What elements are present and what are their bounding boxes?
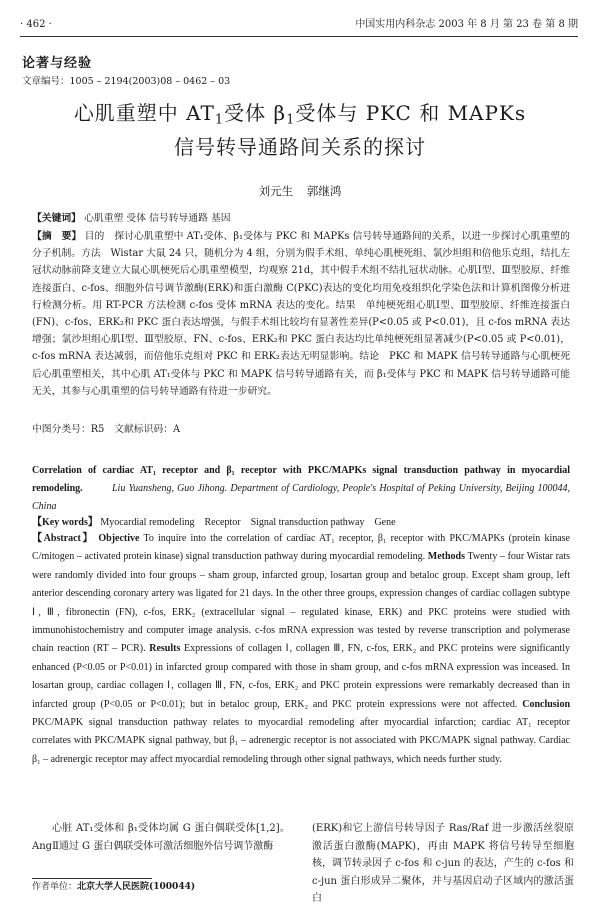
journal-info: 中国实用内科杂志 2003 年 8 月 第 23 卷 第 8 期 bbox=[355, 19, 578, 30]
section-heading: 论著与经验 bbox=[22, 56, 93, 71]
classification: 中图分类号：R5 文献标识码：A bbox=[32, 424, 181, 435]
article-number: 文章编号：1005 – 2194(2003)08 – 0462 – 03 bbox=[22, 76, 231, 87]
english-title: Correlation of cardiac AT₁ receptor and β₁ receptor with PKC/MAPKs signal transduction pathway in myocardial remodeling. bbox=[32, 465, 570, 494]
article-title-line2: 信号转导通路间关系的探讨 bbox=[174, 135, 426, 159]
results-text: Expressions of collagen Ⅰ, collagen Ⅲ, FN, c-fos, ERK₂ and PKC proteins were significantly enhanced (P<0.05 or P<0.01) in infarcted group compared with those in sham group, and c-fos mRNA expression was inceased. In losartan group, cardiac collagen Ⅰ, collagen Ⅲ, FN, c-fos, ERK₂ and PKC protein expressions were remarkably decreased than in infarcted group (P<0.05 or P<0.01); but in betaloc group, ERK₂ and PKC protein expressions were not affected. bbox=[32, 643, 571, 710]
zh-abstract bbox=[32, 228, 570, 400]
zh-keywords-label: 【关键词】 bbox=[32, 213, 81, 224]
methods-text: Twenty – four Wistar rats were randomly divided into four groups – sham group, infarcted group, losartan group and betaloc group. Except sham group, left anterior descending coronary artery was ligated for 21 days. In the other three groups, expression changes of cardiac collagen subtype Ⅰ, Ⅲ, fibronectin (FN), c-fos, ERK₂ (extracellular signal – regulated kinase, ERK) and PKC proteins were studied with immunohistochemistry and computer image analysis. c-fos mRNA expression was tested by reverse transcription and polymerase chain reaction (RT – PCR). bbox=[32, 551, 571, 655]
conclusion-label: Conclusion bbox=[522, 698, 571, 710]
conclusion-text: PKC/MAPK signal transduction pathway relates to myocardial remodeling after myocardial infarction; cardiac AT₁ receptor correlates with PKC/MAPK signal pathway, but β₁ – adrenergic receptor is not associated with PKC/MAPK signal pathway. Cardiac β₁ – adrenergic receptor may affect myocardial remodeling through other signal pathways, which needs further study. bbox=[32, 717, 570, 765]
zh-abstract-text: 目的 探讨心肌重塑中 AT₁受体、β₁受体与 PKC 和 MAPKs 信号转导通路间的关系，以进一步探讨心肌重塑的分子机制。方法 Wistar 大鼠 24 只，随机分为 4 组，分别为假手术组、单纯心肌梗死组、氯沙坦组和倍他乐克组，结扎左冠状动脉前降支建立大鼠心肌梗死后心肌重塑模型，均观察 21d，其中假手术组不结扎冠状动脉。心肌Ⅰ型、Ⅲ型胶原、纤维连接蛋白、c-fos、细胞外信号调节激酶(ERK)和蛋白激酶 C(PKC)表达的变化均用免疫组织化学染色法和计算机图像分析进行检测分析。用 RT-PCR 方法检测 c-fos 受体 mRNA 表达的变化。结果 单纯梗死组心肌Ⅰ型、Ⅲ型胶原、纤维连接蛋白(FN)、c-fos、ERK₂和 PKC 蛋白表达增强，与假手术组比较均有显著性差异(P<0.05 或 P<0.01)，且 c-fos mRNA 表达增强；氯沙坦组心肌Ⅰ型、Ⅲ型胶原、FN、c-fos、ERK₂和 PKC 蛋白表达均比单纯梗死组显著减少(P<0.05 或 P<0.01)，c-fos mRNA 表达减弱，而倍他乐克组对 PKC 和 ERK₂表达无明显影响。结论 PKC 和 MAPK 信号转导通路与心肌梗死后心肌重塑相关，其中心肌 AT₁受体与 PKC 和 MAPK 信号转导通路有关，而 β₁受体与 PKC 和 MAPK 信号转导通路可能无关，其参与心肌重塑的信号转导通路有待进一步研究。 bbox=[32, 231, 570, 397]
article-title-line1: 心肌重塑中 $AT_1$受体 $\beta_1$受体与 PKC 和 MAPKs bbox=[73, 101, 527, 128]
english-department: Department of Cardiology, People's Hospital of Peking University, Beijing 100044, China bbox=[32, 483, 570, 512]
body-column-left: 心脏 AT₁受体和 β₁受体均属 G 蛋白偶联受体[1,2]。AngⅡ通过 G 蛋白偶联受体可激活细胞外信号调节激酶 bbox=[32, 823, 290, 852]
footnote-rule bbox=[32, 878, 152, 879]
english-authors: Liu Yuansheng, Guo Jihong. bbox=[112, 483, 228, 494]
author-affiliation-footnote bbox=[32, 880, 195, 894]
zh-keywords bbox=[32, 210, 570, 227]
footnote-text: 北京大学人民医院(100044) bbox=[77, 882, 196, 892]
running-header bbox=[20, 18, 578, 32]
body-column-right: (ERK)和它上游信号转导因子 Ras/Raf 进一步激活丝裂原激活蛋白激酶(MAPK)，再由 MAPK 将信号转导至细胞核，调节转录因子 c-fos 和 c-jun 的表达，产生的 c-fos 和 c-jun 蛋白形成异二聚体，并与基因启动子区域内的激活蛋白 bbox=[312, 823, 574, 904]
english-abstract bbox=[32, 530, 570, 769]
methods-label: Methods bbox=[427, 551, 466, 563]
zh-abstract-label: 【摘 要】 bbox=[32, 231, 82, 242]
objective-label: Objective bbox=[98, 533, 140, 544]
footnote-label: 作者单位： bbox=[32, 882, 78, 892]
objective-text: To inquire into the correlation of cardiac AT₁ receptor, β₁ receptor with PKC/MAPKs (protein kinase C/mitogen – activated protein kinase) signal transduction pathway during myocardial remodeling. bbox=[32, 533, 570, 563]
english-keywords-text: Myocardial remodeling Receptor Signal transduction pathway Gene bbox=[100, 517, 396, 528]
english-keywords-label: 【Key words】 bbox=[32, 517, 98, 528]
english-abstract-label: 【Abstract】 bbox=[32, 533, 95, 544]
english-affiliation bbox=[32, 480, 570, 516]
header-rule bbox=[20, 36, 578, 37]
page-number: · 462 · bbox=[20, 19, 52, 30]
results-label: Results bbox=[149, 643, 181, 655]
authors: 刘元生 郭继鸿 bbox=[258, 184, 342, 198]
zh-keywords-text: 心肌重塑 受体 信号转导通路 基因 bbox=[84, 213, 231, 224]
